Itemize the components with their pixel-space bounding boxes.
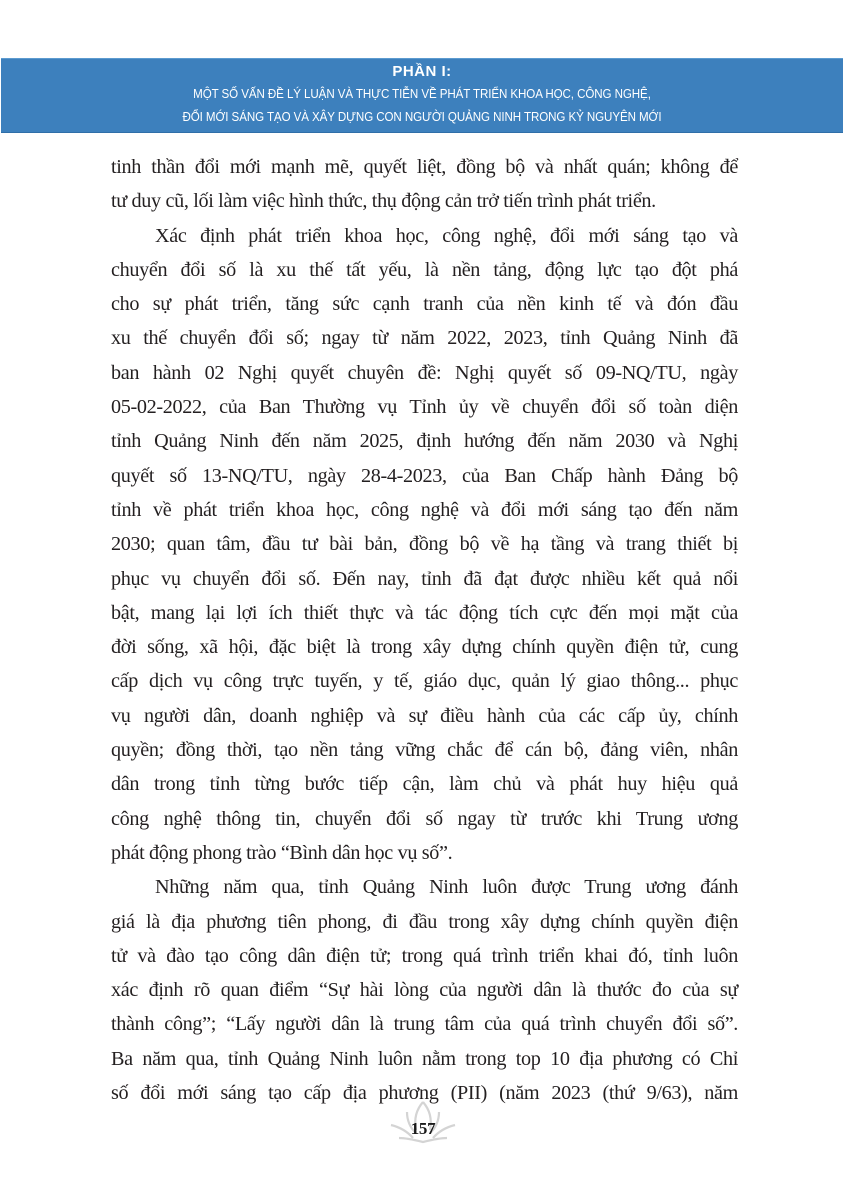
text-line: vụ người dân, doanh nghiệp và sự điều hành của các cấp ủy, chính — [111, 704, 738, 727]
text-line: 05-02-2022, của Ban Thường vụ Tỉnh ủy về chuyển đổi số toàn diện — [111, 396, 738, 419]
text-line: tử và đào tạo công dân điện tử; trong quá trình triển khai đó, tỉnh luôn — [111, 944, 738, 967]
body-text — [111, 150, 738, 1110]
text-line: Ba năm qua, tỉnh Quảng Ninh luôn nằm trong top 10 địa phương có Chỉ — [111, 1047, 738, 1070]
text-line: công nghệ thông tin, chuyển đổi số ngay từ trước khi Trung ương — [111, 807, 738, 830]
text-line: quyết số 13-NQ/TU, ngày 28-4-2023, của Ban Chấp hành Đảng bộ — [111, 464, 738, 487]
text-line: cấp dịch vụ công trực tuyến, y tế, giáo dục, quản lý giao thông... phục — [111, 670, 738, 693]
text-line: tỉnh Quảng Ninh đến năm 2025, định hướng đến năm 2030 và Nghị — [111, 430, 738, 453]
text-line: tỉnh về phát triển khoa học, công nghệ và đổi mới sáng tạo đến năm — [111, 498, 738, 521]
text-line: xu thế chuyển đổi số; ngay từ năm 2022, 2023, tỉnh Quảng Ninh đã — [111, 327, 738, 350]
text-line: 2030; quan tâm, đầu tư bài bản, đồng bộ về hạ tầng và trang thiết bị — [111, 533, 738, 556]
section-subtitle-line-1: MỘT SỐ VẤN ĐỀ LÝ LUẬN VÀ THỰC TIỄN VỀ PHÁT TRIỂN KHOA HỌC, CÔNG NGHỆ, — [193, 87, 651, 101]
text-line: ban hành 02 Nghị quyết chuyên đề: Nghị quyết số 09-NQ/TU, ngày — [111, 361, 738, 384]
page-number: 157 — [410, 1119, 436, 1138]
section-subtitle-line-2: ĐỔI MỚI SÁNG TẠO VÀ XÂY DỰNG CON NGƯỜI QUẢNG NINH TRONG KỶ NGUYÊN MỚI — [182, 110, 662, 124]
text-line: tinh thần đổi mới mạnh mẽ, quyết liệt, đồng bộ và nhất quán; không để — [111, 156, 738, 178]
part-title: PHẦN I: — [392, 63, 452, 80]
text-line: cho sự phát triển, tăng sức cạnh tranh của nền kinh tế và đón đầu — [111, 293, 738, 316]
paragraph-start-line: Những năm qua, tỉnh Quảng Ninh luôn được Trung ương đánh — [155, 876, 738, 899]
text-line: thành công”; “Lấy người dân là trung tâm của quá trình chuyển đổi số”. — [111, 1013, 738, 1036]
text-line: phát động phong trào “Bình dân học vụ số”. — [111, 841, 453, 864]
text-line: bật, mang lại lợi ích thiết thực và tác động tích cực đến mọi mặt của — [111, 601, 738, 624]
text-line: chuyển đổi số là xu thế tất yếu, là nền tảng, động lực tạo đột phá — [111, 258, 738, 281]
page-footer — [385, 1098, 461, 1146]
text-line: phục vụ chuyển đổi số. Đến nay, tỉnh đã đạt được nhiều kết quả nổi — [111, 567, 738, 590]
section-header-banner — [1, 58, 843, 133]
text-line: quyền; đồng thời, tạo nền tảng vững chắc để cán bộ, đảng viên, nhân — [111, 739, 738, 762]
paragraph-start-line: Xác định phát triển khoa học, công nghệ, đổi mới sáng tạo và — [155, 224, 738, 247]
text-line: xác định rõ quan điểm “Sự hài lòng của người dân là thước đo của sự — [111, 979, 738, 1002]
text-line: đời sống, xã hội, đặc biệt là trong xây dựng chính quyền điện tử, cung — [111, 636, 738, 659]
text-line: số đổi mới sáng tạo cấp địa phương (PII) (năm 2023 (thứ 9/63), năm — [111, 1082, 738, 1105]
text-line: giá là địa phương tiên phong, đi đầu trong xây dựng chính quyền điện — [111, 910, 738, 933]
text-line: tư duy cũ, lối làm việc hình thức, thụ động cản trở tiến trình phát triển. — [111, 190, 656, 213]
text-line: dân trong tỉnh từng bước tiếp cận, làm chủ và phát huy hiệu quả — [111, 773, 738, 796]
